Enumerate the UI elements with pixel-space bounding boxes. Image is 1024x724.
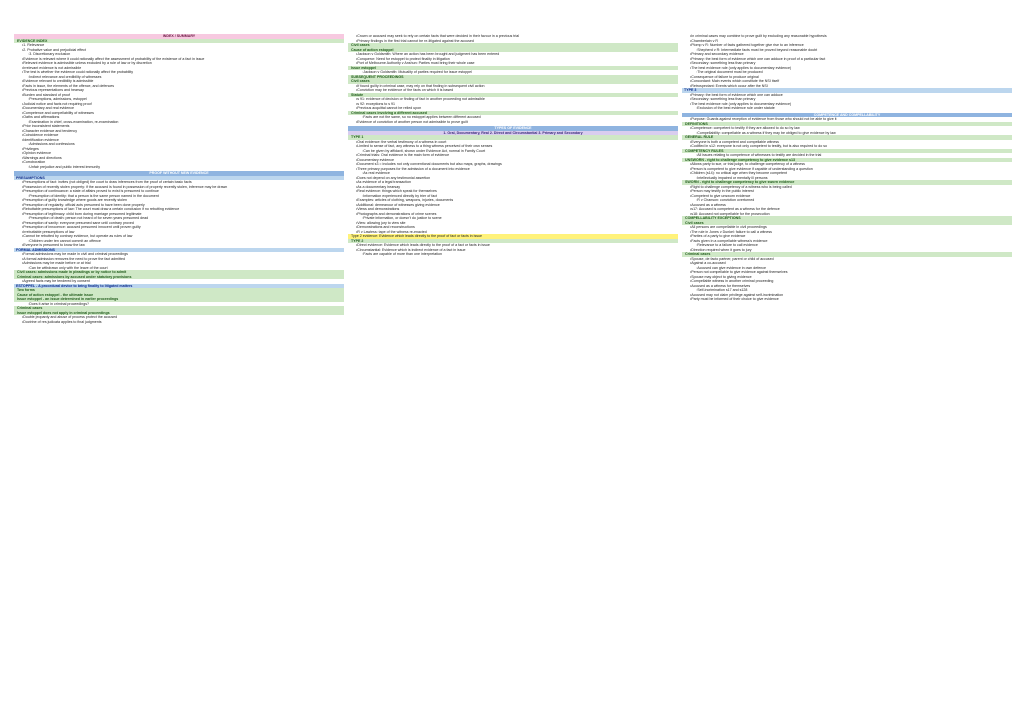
- text-line: • Character evidence and tendency: [14, 129, 344, 134]
- section-subheading: 1. Oral, Documentary, Real 2. Direct and Circumstantial 3. Primary and Secondary: [348, 131, 678, 136]
- text-line: • The rule in Jones v Dunkel: failure to call a witness: [682, 230, 1012, 235]
- text-line: • Primary and secondary evidence: [682, 52, 1012, 57]
- text-line: ◦ Examination in chief, cross-examination, re-examination: [14, 120, 344, 125]
- section-body: [14, 288, 344, 324]
- text-line: Two forms: [14, 288, 344, 293]
- text-line: • Documentary and real evidence: [14, 106, 344, 111]
- text-line: • Presumption of sanity: everyone presumed sane until contrary proved: [14, 221, 344, 226]
- text-line: • Allows party to sue, or trial judge, to challenge competency of a witness: [682, 162, 1012, 167]
- text-line: • All persons are compellable in civil proceedings: [682, 225, 1012, 230]
- text-line: • A formal admission removes the need to prove the fact admitted: [14, 257, 344, 262]
- text-line: ◦ Information experienced directly by trier of fact: [348, 194, 678, 199]
- text-line: ◦ Can be given by affidavit, shown under Evidence Act, normal in Family Court: [348, 149, 678, 154]
- text-line: • Children (s14): no critical age when they become competent: [682, 171, 1012, 176]
- text-line: • Criminal trials: Oral evidence is the main form of evidence: [348, 153, 678, 158]
- text-line: ◦ Shepherd v R: Intermediate facts must be proved beyond reasonable doubt: [682, 48, 1012, 53]
- text-line: ◦ Accused can give evidence in own defence: [682, 266, 1012, 271]
- text-line: ◦ The original document must be produced: [682, 70, 1012, 75]
- text-line: • Retrospectant: Events which occur after the NSI: [682, 84, 1012, 89]
- text-line: • Spouse may object to giving evidence: [682, 275, 1012, 280]
- text-line: • Primary: the best form of evidence which one can adduce: [682, 93, 1012, 98]
- text-line: Criminal cases: admissions by accused under statutory provisions: [14, 275, 344, 280]
- section-body: [348, 239, 678, 257]
- text-line: • Person not compellable to give evidence against themselves: [682, 270, 1012, 275]
- text-line: • Purpose: Guards against reception of evidence from those who should not be able to give it: [682, 117, 1012, 122]
- section-heading: TYPE 3: [682, 88, 1012, 93]
- text-line: • Presumption of innocence: accused presumed innocent until proven guilty: [14, 225, 344, 230]
- text-line: • Previous representations and hearsay: [14, 88, 344, 93]
- text-line: ◦ R v Chanson: conviction overturned: [682, 198, 1012, 203]
- text-line: • Presumption of legitimacy: child born during marriage presumed legitimate: [14, 212, 344, 217]
- text-line: • Opinion evidence: [14, 151, 344, 156]
- text-line: Issue estoppel: [348, 66, 678, 71]
- column-3: [682, 34, 1012, 716]
- text-line: • Relevant evidence is admissible unless excluded by a rule of law or by discretion: [14, 61, 344, 66]
- text-line: ◦ Private information, or doesn't do justice to scene: [348, 216, 678, 221]
- text-line: • Cannot be rebutted by contrary evidence, but operate as rules of law: [14, 234, 344, 239]
- columns: [14, 34, 1010, 716]
- text-line: ◦ Jackson v Goldsmith: Mutuality of parties required for issue estoppel: [348, 70, 678, 75]
- text-line: • Everyone is presumed to know the law: [14, 243, 344, 248]
- section-banner: TYPES OF EVIDENCE: [348, 126, 678, 131]
- text-line: • Presumption of guilty knowledge where goods are recently stolen: [14, 198, 344, 203]
- text-line: Civil cases: admissions made in pleadings or by notice to admit: [14, 270, 344, 275]
- text-line: • Document s3 = includes not only conventional documents but also maps, graphs, drawings: [348, 162, 678, 167]
- section-body: [348, 34, 678, 124]
- text-line: • Rebuttable presumptions of law: The court must draw a certain conclusion if no rebutting evidence: [14, 207, 344, 212]
- text-line: • Crown or accused may seek to rely on certain facts that were decided in their favour in a previous trial: [348, 34, 678, 39]
- section-banner: COMPETENCE AND COMPELLABILITY: [682, 113, 1012, 118]
- text-line: • Direct evidence: Evidence which leads directly to the proof of a fact or facts in issue: [348, 243, 678, 248]
- text-line: • s 92: exceptions to s 91: [348, 102, 678, 107]
- section-body: [348, 135, 678, 234]
- text-line: SUBSEQUENT PROCEEDINGS: [348, 75, 678, 80]
- text-line: Criminal cases involving a different accused: [348, 111, 678, 116]
- text-line: • Accused may not claim privilege against self-incrimination: [682, 293, 1012, 298]
- text-line: • Presumption of continuance: a state of affairs proved to exist is presumed to continue: [14, 189, 344, 194]
- text-line: • Secondary: something less than primary: [682, 97, 1012, 102]
- text-line: • Parties of a party to give evidence: [682, 234, 1012, 239]
- text-line: • Person may testify in the public interest: [682, 189, 1012, 194]
- text-line: ◦ Intellectually impaired or mentally ill persons: [682, 176, 1012, 181]
- text-line: • Prior inconsistent statements: [14, 124, 344, 129]
- text-line: • Conqueror: Need for estoppel to protect finality in litigation: [348, 57, 678, 62]
- text-line: ◦ Can be withdrawn only with the leave of the court: [14, 266, 344, 271]
- highlighted-line: Type 2 evidence: Evidence which leads directly to the proof of fact or facts in issue: [348, 234, 678, 239]
- text-line: COMPELLABILITY EXCEPTIONS: [682, 216, 1012, 221]
- text-line: • Facts given in a compellable witness's evidence: [682, 239, 1012, 244]
- section-banner: PROOF WITHOUT NEW EVIDENCE: [14, 171, 344, 176]
- text-line: • The best evidence rule (only applies to documentary evidence): [682, 66, 1012, 71]
- text-line: • Plomp v R: Number of facts gathered together give rise to an inference: [682, 43, 1012, 48]
- text-line: • Views and demonstrations: [348, 207, 678, 212]
- text-line: • Irrebuttable presumptions of law: [14, 230, 344, 235]
- text-line: • Previous acquittal cannot be relied upon: [348, 106, 678, 111]
- text-line: • Codified in s12: everyone is not only competent to testify, but is also required to do so: [682, 144, 1012, 149]
- text-line: • Presumption of regularity: official acts presumed to have been done properly: [14, 203, 344, 208]
- text-line: ◦ Relevance to a failure to call evidence: [682, 243, 1012, 248]
- text-line: • Possession of recently stolen property: if the accused is found in possession of property recently stolen, inference may be drawn: [14, 185, 344, 190]
- text-line: • Evidence of conviction of another person not admissible to prove guilt: [348, 120, 678, 125]
- text-line: Civil cases: [348, 79, 678, 84]
- text-line: • Jackson v Goldsmith: Where an action has been brought and judgment has been entered: [348, 52, 678, 57]
- text-line: • Doctrine of res judicata applies to final judgments: [14, 320, 344, 325]
- text-line: ◦ Children under ten cannot commit an offence: [14, 239, 344, 244]
- text-line: ◦ Does it arise in criminal proceedings?: [14, 302, 344, 307]
- text-line: • Right to challenge competency of a witness who is being called: [682, 185, 1012, 190]
- text-line: ◦ Compellability: compellable as a witness if they may be obliged to give evidence by law: [682, 131, 1012, 136]
- column-1: [14, 34, 344, 716]
- text-line: • Oral evidence: the verbal testimony of a witness in court: [348, 140, 678, 145]
- text-line: • Real evidence: things which speak for themselves: [348, 189, 678, 194]
- text-line: • Does not depend on any testimonial assertion: [348, 176, 678, 181]
- text-line: • Demonstrations and reconstructions: [348, 225, 678, 230]
- text-line: GENERAL RULE: [682, 135, 1012, 140]
- column-2: [348, 34, 678, 716]
- section-heading: FORMAL ADMISSIONS: [14, 248, 344, 253]
- section-heading: PRESUMPTIONS: [14, 176, 344, 181]
- text-line: • Party must be informed of their choice to give evidence: [682, 297, 1012, 302]
- text-line: • s18: Accused not compellable for the prosecution: [682, 212, 1012, 217]
- text-line: • Irrelevant evidence is not admissible: [14, 66, 344, 71]
- text-line: • s 91: evidence of decision or finding of fact in another proceeding not admissible: [348, 97, 678, 102]
- text-line: Cause of action estoppel - the ultimate issue: [14, 293, 344, 298]
- text-line: • Consequence of failure to produce original: [682, 75, 1012, 80]
- text-line: • Primary: the best form of evidence which one can adduce in proof of a particular fact: [682, 57, 1012, 62]
- text-line: • Accused as a witness for themselves: [682, 284, 1012, 289]
- text-line: • Double jeopardy and abuse of process protect the accused: [14, 315, 344, 320]
- text-line: • The best evidence rule (only applies to documentary evidence): [682, 102, 1012, 107]
- index-title: INDEX / SUMMARY: [14, 34, 344, 39]
- text-line: • Photographs and demonstrations of crime scenes: [348, 212, 678, 217]
- text-line: • Identification evidence: [14, 138, 344, 143]
- text-line: • Agreed facts may be tendered by consent: [14, 279, 344, 284]
- text-line: • 2. Probative value and prejudicial effect: [14, 48, 344, 53]
- text-line: • s17: Accused is competent as a witness for the defence: [682, 207, 1012, 212]
- text-line: • Judicial notice and facts not requiring proof: [14, 102, 344, 107]
- text-line: ◦ Self-incrimination s17 and s128: [682, 288, 1012, 293]
- text-line: TYPE 2: [348, 239, 678, 244]
- text-line: • Privileges: [14, 147, 344, 152]
- text-line: • Competence: competent to testify if they are allowed to do so by law: [682, 126, 1012, 131]
- text-line: ◦ All issues relating to competence of witnesses to testify are decided in the trial: [682, 153, 1012, 158]
- text-line: Civil cases: [348, 43, 678, 48]
- text-line: • Documentary evidence: [348, 158, 678, 163]
- section-body: [14, 180, 344, 248]
- text-line: Criminal cases: [14, 306, 344, 311]
- text-line: • As a documentary hearsay: [348, 185, 678, 190]
- text-line: • Against a co-accused: [682, 261, 1012, 266]
- text-line: ◦ Presumption of identity: that a person is the same person named in the document: [14, 194, 344, 199]
- text-line: • Compellable witness in another criminal proceeding: [682, 279, 1012, 284]
- text-line: • Additional: demeanour of witnesses giving evidence: [348, 203, 678, 208]
- text-line: Issue estoppel - an issue determined in earlier proceedings: [14, 297, 344, 302]
- text-line: UNSWORN - right to challenge competency to give evidence s13: [682, 158, 1012, 163]
- text-line: ◦ Admissions and confessions: [14, 142, 344, 147]
- text-line: • Formal admissions may be made in civil and criminal proceedings: [14, 252, 344, 257]
- text-line: • Spouse, de facto partner, parent or child of accused: [682, 257, 1012, 262]
- text-line: COMPETENCY RULES: [682, 149, 1012, 154]
- text-line: ◦ Indirect relevance and credibility of witnesses: [14, 75, 344, 80]
- text-line: • Presumptions of fact: invites (not obliged) the court to draw inferences from the proof of certain basic facts: [14, 180, 344, 185]
- text-line: • Conviction may be evidence of the facts on which it is based: [348, 88, 678, 93]
- text-line: ◦ Presumptions, admissions, estoppel: [14, 97, 344, 102]
- text-line: • If found guilty in criminal case, may rely on that finding in subsequent civil action: [348, 84, 678, 89]
- text-line: Civil cases: [682, 221, 1012, 226]
- text-line: ◦ As real evidence: [348, 171, 678, 176]
- text-line: EVIDENCE INDEX: [14, 39, 344, 44]
- text-line: • Coincidence evidence: [14, 133, 344, 138]
- text-line: • Corroboration: [14, 160, 344, 165]
- text-line: • As evidence of a legal transaction: [348, 180, 678, 185]
- text-line: ◦ Facts are not the same, so no estoppel applies between different accused: [348, 115, 678, 120]
- text-line: • Chamberlain v R: [682, 39, 1012, 44]
- text-line: • Concordant: Main events which constitute the NSI itself: [682, 79, 1012, 84]
- text-line: ◦ Facts are capable of more than one interpretation: [348, 252, 678, 257]
- text-line: • Oaths and affirmations: [14, 115, 344, 120]
- section-body: [682, 93, 1012, 111]
- text-line: • Competence and compellability of witnesses: [14, 111, 344, 116]
- text-line: • View: allowing jury to view site: [348, 221, 678, 226]
- text-line: • Circumstantial: Evidence which is indirect evidence of a fact in issue: [348, 248, 678, 253]
- text-line: • The test is whether the evidence could rationally affect the probability: [14, 70, 344, 75]
- text-line: • Competent to give unsworn evidence: [682, 194, 1012, 199]
- section-body: [682, 117, 1012, 302]
- text-line: SWORN - right to challenge competency to give sworn evidence: [682, 180, 1012, 185]
- text-line: • Burden and standard of proof: [14, 93, 344, 98]
- index-list: [14, 39, 344, 170]
- text-line: • Person is competent to give evidence if capable of understanding a question: [682, 167, 1012, 172]
- text-line: • Secondary: something less than primary: [682, 61, 1012, 66]
- text-line: • Port of Melbourne Authority v Anshun: Parties must bring their whole case: [348, 61, 678, 66]
- section-body: [682, 34, 1012, 88]
- text-line: • In criminal cases may combine to prove guilt by excluding any reasonable hypothesis: [682, 34, 1012, 39]
- section-body: [14, 252, 344, 284]
- section-heading: ESTOPPEL - A procedural device to bring finality to litigated matters: [14, 284, 344, 289]
- text-line: Cause of action estoppel: [348, 48, 678, 53]
- text-line: Issue estoppel does not apply in criminal proceedings: [14, 311, 344, 316]
- text-line: • Evidence relevant to credibility is admissible: [14, 79, 344, 84]
- text-line: • Everyone is both a competent and compellable witness: [682, 140, 1012, 145]
- text-line: • Primary findings in the first trial cannot be re-litigated against the accused: [348, 39, 678, 44]
- text-line: TYPE 1: [348, 135, 678, 140]
- text-line: ◦ Exclusion of the best evidence rule under statute: [682, 106, 1012, 111]
- text-line: Criminal cases: [682, 252, 1012, 257]
- text-line: • Evidence is relevant where it could rationally affect the assessment of probability of the existence of a fact in issue: [14, 57, 344, 62]
- text-line: ◦ 3. Discretionary exclusion: [14, 52, 344, 57]
- text-line: • Facts in issue, the elements of the offence, and defences: [14, 84, 344, 89]
- text-line: • Three primary purposes for the admission of a document into evidence: [348, 167, 678, 172]
- text-line: • Accused as a witness: [682, 203, 1012, 208]
- text-line: • Direction required when it goes to jury: [682, 248, 1012, 253]
- text-line: ◦ Unfair prejudice and public interest immunity: [14, 165, 344, 170]
- text-line: • R v Lawless: tape of the witness re-enacted: [348, 230, 678, 235]
- text-line: • Warnings and directions: [14, 156, 344, 161]
- text-line: Statute: [348, 93, 678, 98]
- text-line: • 1. Relevance: [14, 43, 344, 48]
- text-line: • Examples: articles of clothing, weapons, injuries, documents: [348, 198, 678, 203]
- text-line: DEFINITIONS: [682, 122, 1012, 127]
- text-line: • Limited to sense of fact, any witness to a thing witness perceived of their own senses: [348, 144, 678, 149]
- text-line: • Admissions may be made before or at trial: [14, 261, 344, 266]
- text-line: ◦ Presumption of death: person not heard of for seven years presumed dead: [14, 216, 344, 221]
